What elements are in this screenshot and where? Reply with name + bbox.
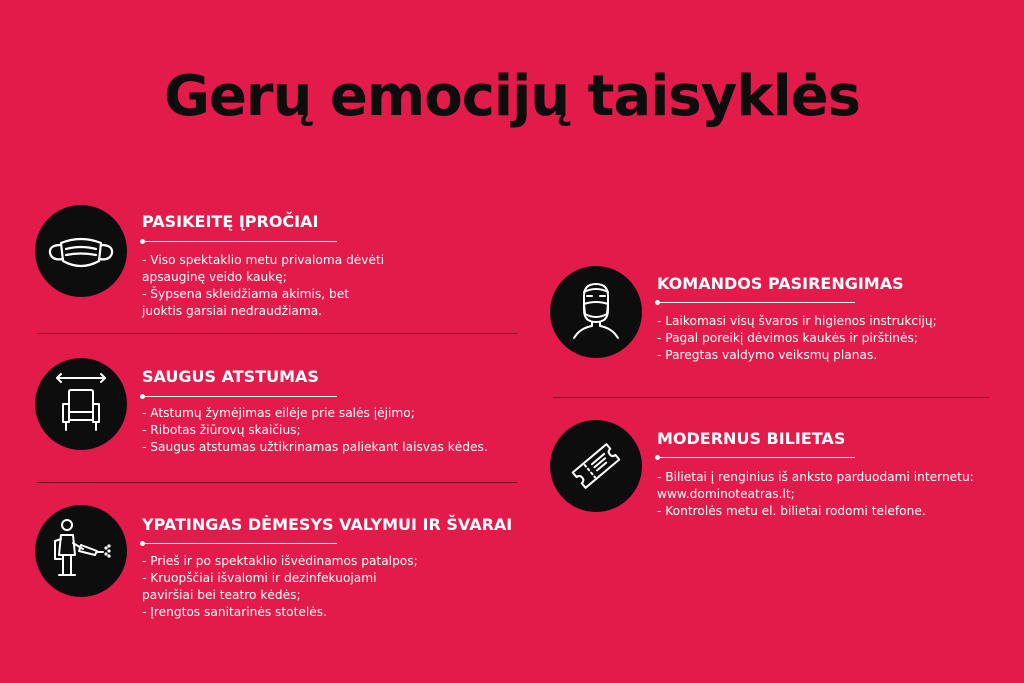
section-heading-cleanliness: YPATINGAS DĖMESYS VALYMUI IR ŠVARAI bbox=[142, 515, 513, 534]
heading-underline bbox=[142, 543, 337, 544]
body-line: - Saugus atstumas užtikrinamas paliekant laisvas kėdes. bbox=[142, 440, 488, 454]
section-heading-distance: SAUGUS ATSTUMAS bbox=[142, 367, 319, 386]
section-divider bbox=[37, 333, 517, 334]
section-body-distance bbox=[142, 405, 488, 456]
body-line: - Kruopščiai išvalomi ir dezinfekuojami bbox=[142, 571, 377, 585]
body-line: juoktis garsiai nedraudžiama. bbox=[142, 304, 323, 318]
section-body-cleanliness bbox=[142, 553, 418, 621]
face-mask-icon bbox=[35, 205, 127, 297]
disinfection-spray-icon bbox=[35, 505, 127, 597]
heading-underline bbox=[657, 457, 855, 458]
body-line: - Šypsena skleidžiama akimis, bet bbox=[142, 287, 350, 301]
masked-person-icon bbox=[550, 266, 642, 358]
body-line: - Bilietai į renginius iš anksto parduodami internetu: bbox=[657, 470, 974, 484]
body-line: - Prieš ir po spektaklio išvėdinamos patalpos; bbox=[142, 554, 418, 568]
section-divider bbox=[37, 482, 517, 483]
body-line: - Laikomasi visų švaros ir higienos instrukcijų; bbox=[657, 314, 937, 328]
body-line: - Ribotas žiūrovų skaičius; bbox=[142, 423, 301, 437]
body-line: - Paregtas valdymo veiksmų planas. bbox=[657, 348, 878, 362]
heading-underline bbox=[142, 241, 337, 242]
section-body-ticket bbox=[657, 469, 974, 520]
section-body-team bbox=[657, 313, 937, 364]
section-divider bbox=[553, 397, 989, 398]
section-body-habits bbox=[142, 252, 384, 320]
section-heading-habits: PASIKEITĘ ĮPROČIAI bbox=[142, 212, 319, 231]
heading-underline bbox=[142, 396, 337, 397]
body-line: www.dominoteatras.lt; bbox=[657, 487, 795, 501]
body-line: - Viso spektaklio metu privaloma dėvėti bbox=[142, 253, 385, 267]
section-heading-team: KOMANDOS PASIRENGIMAS bbox=[657, 274, 904, 293]
section-heading-ticket: MODERNUS BILIETAS bbox=[657, 429, 846, 448]
body-line: - Įrengtos sanitarinės stotelės. bbox=[142, 605, 328, 619]
ticket-icon bbox=[550, 420, 642, 512]
body-line: - Pagal poreikį dėvimos kaukės ir pirštinės; bbox=[657, 331, 918, 345]
page-title: Gerų emocijų taisyklės bbox=[163, 64, 861, 129]
theater-seat-icon bbox=[35, 358, 127, 450]
body-line: apsauginę veido kaukę; bbox=[142, 270, 287, 284]
body-line: - Kontrolės metu el. bilietai rodomi telefone. bbox=[657, 504, 926, 518]
body-line: - Atstumų žymėjimas eilėje prie salės įėjimo; bbox=[142, 406, 415, 420]
heading-underline bbox=[657, 302, 855, 303]
body-line: paviršiai bei teatro kėdės; bbox=[142, 588, 301, 602]
